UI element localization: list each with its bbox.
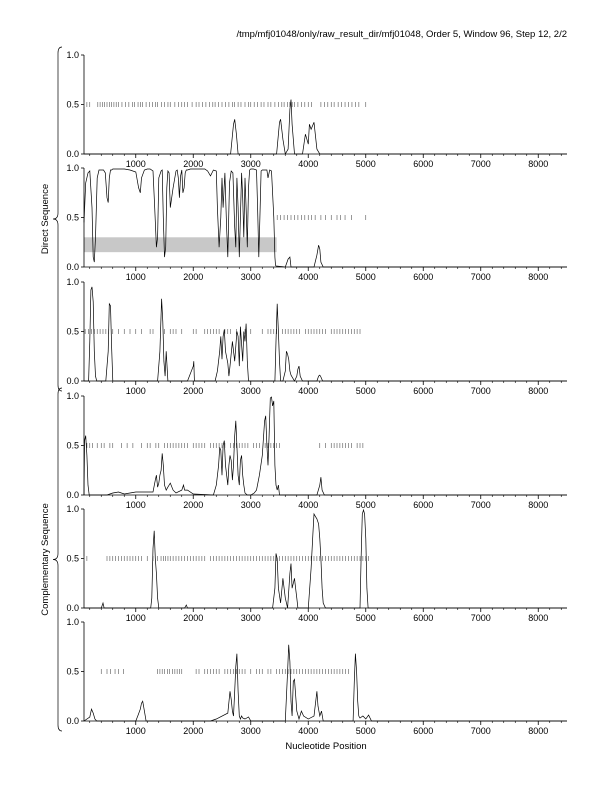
x-tick-label: 1000 <box>125 500 146 510</box>
y-tick-label: 1.0 <box>66 617 79 627</box>
x-tick-label: 1000 <box>125 159 146 169</box>
x-tick-label: 5000 <box>355 500 376 510</box>
y-tick-label: 0.0 <box>66 149 79 159</box>
x-tick-label: 4000 <box>298 386 319 396</box>
y-tick-label: 0.5 <box>66 212 79 223</box>
group-label: Complementary Sequence <box>40 503 51 616</box>
x-tick-label: 1000 <box>125 272 146 282</box>
y-tick-label: 0.5 <box>66 666 79 677</box>
x-tick-label: 4000 <box>298 272 319 282</box>
x-tick-label: 2000 <box>183 386 204 396</box>
y-tick-label: 1.0 <box>66 277 79 287</box>
x-tick-label: 5000 <box>355 726 376 736</box>
x-tick-label: 6000 <box>413 272 434 282</box>
x-tick-label: 5000 <box>355 272 376 282</box>
x-tick-label: 8000 <box>528 500 549 510</box>
y-tick-label: 0.5 <box>66 440 79 451</box>
x-tick-label: 3000 <box>240 500 261 510</box>
x-tick-label: 6000 <box>413 726 434 736</box>
group-label: Direct Sequence <box>40 183 51 255</box>
x-tick-label: 2000 <box>183 159 204 169</box>
x-tick-label: 8000 <box>528 613 549 623</box>
x-tick-label: 5000 <box>355 613 376 623</box>
y-tick-label: 0.0 <box>66 490 79 500</box>
x-tick-label: 3000 <box>240 272 261 282</box>
x-tick-label: 2000 <box>183 272 204 282</box>
x-tick-label: 5000 <box>355 159 376 169</box>
x-tick-label: 7000 <box>470 272 491 282</box>
group-bracket <box>53 47 62 391</box>
panels <box>66 50 567 736</box>
panel-2 <box>66 163 567 282</box>
group-brackets <box>40 47 62 731</box>
x-tick-label: 3000 <box>240 613 261 623</box>
x-tick-label: 2000 <box>183 613 204 623</box>
group-bracket <box>53 388 62 731</box>
x-tick-label: 3000 <box>240 726 261 736</box>
panel-6 <box>66 617 567 736</box>
x-axis-label: Nucleotide Position <box>285 741 367 752</box>
x-tick-label: 7000 <box>470 726 491 736</box>
x-tick-label: 1000 <box>125 613 146 623</box>
x-tick-label: 8000 <box>528 159 549 169</box>
x-tick-label: 6000 <box>413 159 434 169</box>
x-tick-label: 1000 <box>125 726 146 736</box>
y-tick-label: 0.0 <box>66 262 79 272</box>
x-tick-label: 2000 <box>183 726 204 736</box>
y-tick-label: 0.0 <box>66 603 79 613</box>
x-tick-label: 6000 <box>413 500 434 510</box>
x-tick-label: 8000 <box>528 386 549 396</box>
x-tick-label: 7000 <box>470 613 491 623</box>
x-tick-label: 1000 <box>125 386 146 396</box>
x-tick-label: 8000 <box>528 726 549 736</box>
series-line <box>84 100 567 155</box>
series-line <box>84 645 567 721</box>
x-tick-label: 7000 <box>470 386 491 396</box>
panel-3 <box>66 277 567 396</box>
y-tick-label: 1.0 <box>66 50 79 60</box>
x-tick-label: 6000 <box>413 613 434 623</box>
y-tick-label: 0.5 <box>66 326 79 337</box>
x-tick-label: 2000 <box>183 500 204 510</box>
x-tick-label: 3000 <box>240 159 261 169</box>
y-tick-label: 0.5 <box>66 553 79 564</box>
panel-4 <box>66 391 567 510</box>
x-tick-label: 5000 <box>355 386 376 396</box>
x-tick-label: 6000 <box>413 386 434 396</box>
y-tick-label: 0.0 <box>66 376 79 386</box>
x-tick-label: 3000 <box>240 386 261 396</box>
x-tick-label: 7000 <box>470 159 491 169</box>
y-tick-label: 1.0 <box>66 504 79 514</box>
y-tick-label: 0.0 <box>66 716 79 726</box>
panel-1 <box>66 50 567 169</box>
y-tick-label: 0.5 <box>66 99 79 110</box>
x-tick-label: 4000 <box>298 613 319 623</box>
y-tick-label: 1.0 <box>66 163 79 173</box>
x-tick-label: 7000 <box>470 500 491 510</box>
y-tick-label: 1.0 <box>66 391 79 401</box>
x-tick-label: 8000 <box>528 272 549 282</box>
panel-5 <box>66 504 567 623</box>
x-tick-label: 4000 <box>298 726 319 736</box>
chart-title: /tmp/mfj01048/only/raw_result_dir/mfj01048, Order 5, Window 96, Step 12, 2/2 <box>236 29 567 40</box>
x-tick-label: 4000 <box>298 500 319 510</box>
x-tick-label: 4000 <box>298 159 319 169</box>
